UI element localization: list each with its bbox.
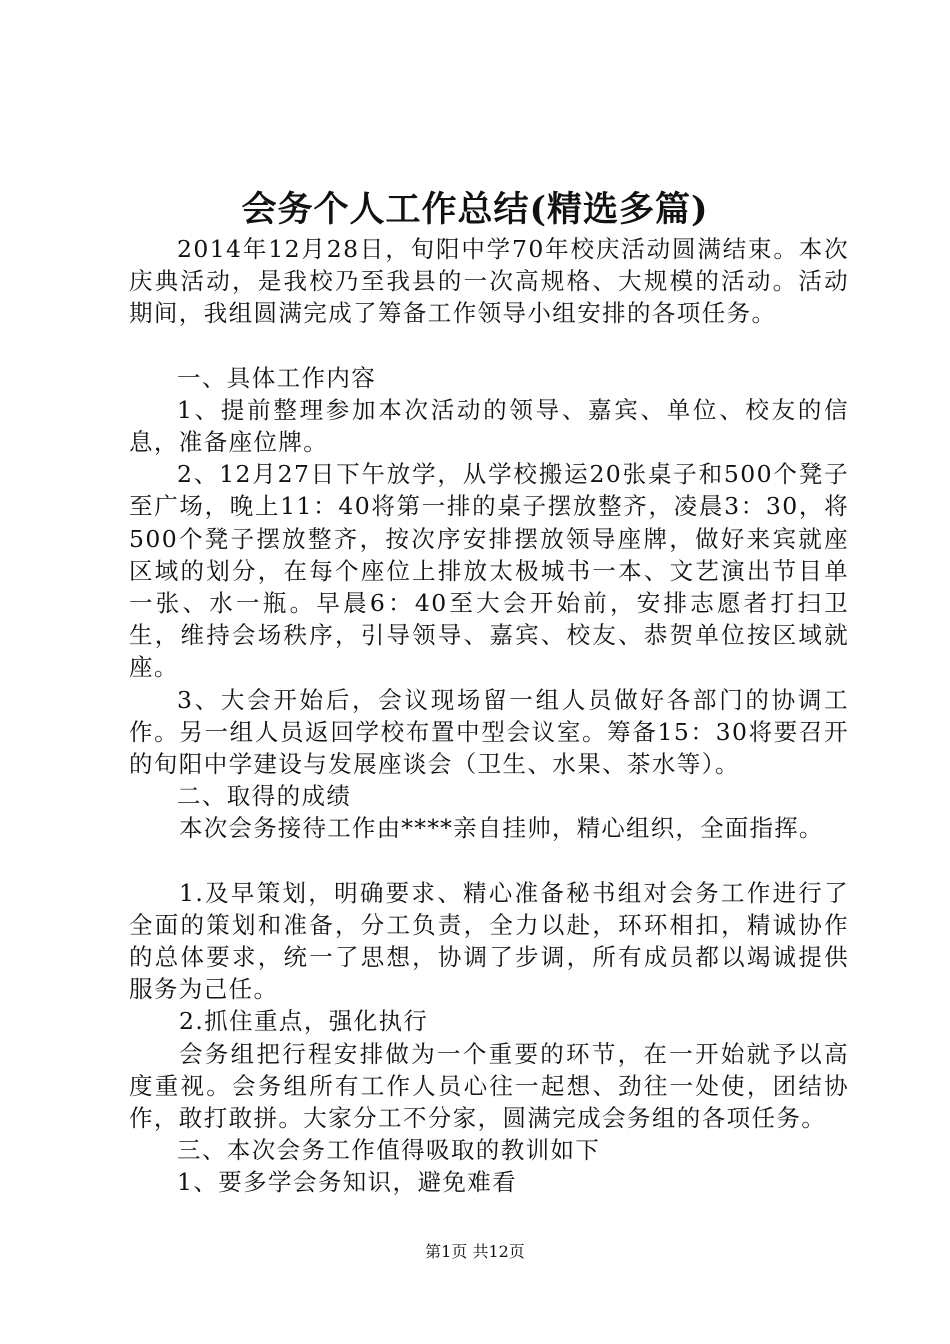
paragraph-schedule: 会务组把行程安排做为一个重要的环节，在一开始就予以高度重视。会务组所有工作人员心往一起想、劲往一处使，团结协作，敢打敢拼。大家分工不分家，圆满完成会务组的各项任务。 [129, 1039, 849, 1133]
paragraph-item-3: 3、大会开始后，会议现场留一组人员做好各部门的协调工作。另一组人员返回学校布置中型会议室。筹备15：30将要召开的旬阳中学建设与发展座谈会（卫生、水果、茶水等）。 [129, 685, 849, 779]
heading-lessons: 三、本次会务工作值得吸取的教训如下 [177, 1136, 601, 1165]
paragraph-intro: 2014年12月28日，旬阳中学70年校庆活动圆满结束。本次庆典活动，是我校乃至我县的一次高规格、大规模的活动。活动期间，我组圆满完成了筹备工作领导小组安排的各项任务。 [129, 235, 849, 328]
heading-work-content: 一、具体工作内容 [177, 363, 377, 392]
paragraph-item-2: 2、12月27日下午放学，从学校搬运20张桌子和500个凳子至广场，晚上11：40将第一排的桌子摆放整齐，凌晨3：30，将500个凳子摆放整齐，按次序安排摆放领导座牌，做好来宾就座区域的划分，在每个座位上排放太极城书一本、文艺演出节目单一张、水一瓶。早晨6：40至大会开始前，安排志愿者打扫卫生，维持会场秩序，引导领导、嘉宾、校友、恭贺单位按区域就座。 [129, 460, 849, 682]
document-body [129, 233, 849, 1199]
paragraph-achievement-summary: 本次会务接待工作由****亲自挂帅，精心组织，全面指挥。 [179, 814, 824, 843]
document-title: 会务个人工作总结(精选多篇) [241, 189, 709, 230]
paragraph-early-planning: 1.及早策划，明确要求、精心准备秘书组对会务工作进行了全面的策划和准备，分工负责，全力以赴，环环相扣，精诚协作的总体要求，统一了思想，协调了步调，所有成员都以竭诚提供服务为己任。 [129, 878, 849, 1004]
heading-focus-execution: 2.抓住重点，强化执行 [179, 1007, 429, 1036]
heading-achievements: 二、取得的成绩 [177, 782, 352, 811]
paragraph-lesson-1: 1、要多学会务知识，避免难看 [177, 1168, 518, 1197]
paragraph-gap [129, 330, 849, 362]
paragraph-item-1: 1、提前整理参加本次活动的领导、嘉宾、单位、校友的信息，准备座位牌。 [129, 395, 849, 457]
paragraph-gap [129, 845, 849, 877]
page-footer: 第1页 共12页 [425, 1242, 525, 1261]
